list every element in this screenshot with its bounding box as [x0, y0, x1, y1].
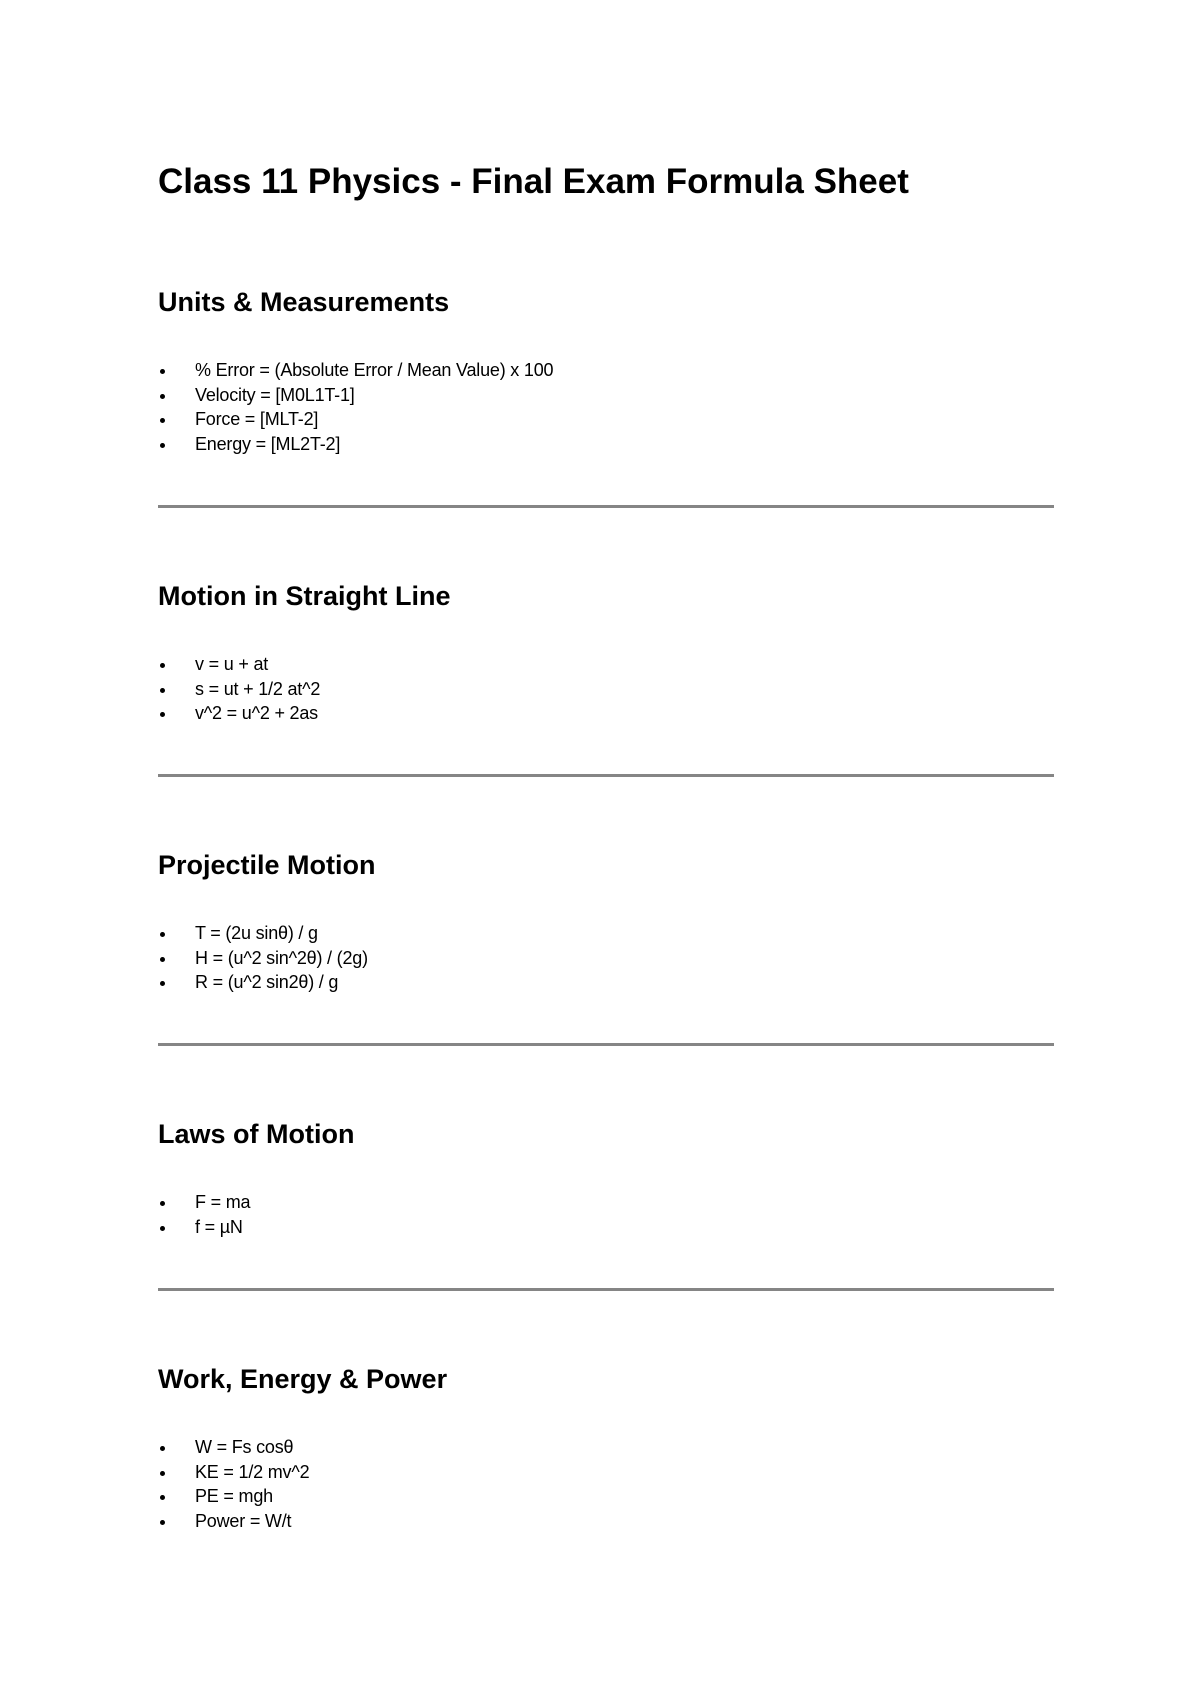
- formula-text: Power = W/t: [195, 1510, 292, 1531]
- page-title: Class 11 Physics - Final Exam Formula Sheet: [158, 162, 909, 201]
- bullet-icon: [160, 932, 165, 937]
- list-item: [158, 1460, 1054, 1485]
- bullet-icon: [160, 1520, 165, 1525]
- bullet-icon: [160, 1226, 165, 1231]
- formula-text: v = u + at: [195, 654, 269, 674]
- section-heading: Projectile Motion: [158, 850, 376, 880]
- formula-list: [158, 1435, 1054, 1533]
- list-item: [158, 1190, 1054, 1215]
- section-laws-of-motion: [158, 1116, 1054, 1239]
- formula-text: Velocity = [M0L1T-1]: [195, 384, 355, 405]
- list-item: [158, 677, 1054, 702]
- section-divider: [158, 774, 1054, 777]
- formula-list: [158, 1190, 1054, 1239]
- formula-list: [158, 652, 1054, 726]
- list-item: [158, 358, 1054, 383]
- list-item: [158, 701, 1054, 726]
- section-work-energy-power: [158, 1361, 1054, 1533]
- formula-text: Force = [MLT-2]: [195, 409, 319, 429]
- list-item: [158, 652, 1054, 677]
- bullet-icon: [160, 1446, 165, 1451]
- list-item: [158, 407, 1054, 432]
- formula-text: W = Fs cosθ: [195, 1437, 294, 1457]
- formula-text: H = (u^2 sin^2θ) / (2g): [195, 947, 368, 968]
- formula-text: v^2 = u^2 + 2as: [195, 703, 318, 723]
- formula-text: T = (2u sinθ) / g: [195, 923, 318, 943]
- bullet-icon: [160, 663, 165, 668]
- bullet-icon: [160, 443, 165, 448]
- bullet-icon: [160, 394, 165, 399]
- bullet-icon: [160, 981, 165, 986]
- list-item: [158, 432, 1054, 457]
- section-units-measurements: [158, 284, 1054, 456]
- bullet-icon: [160, 1201, 165, 1206]
- formula-list: [158, 921, 1054, 995]
- section-heading: Units & Measurements: [158, 287, 450, 317]
- formula-text: PE = mgh: [195, 1486, 273, 1506]
- bullet-icon: [160, 369, 165, 374]
- formula-text: s = ut + 1/2 at^2: [195, 678, 321, 699]
- section-heading: Work, Energy & Power: [158, 1364, 448, 1394]
- section-projectile-motion: [158, 847, 1054, 995]
- list-item: [158, 1215, 1054, 1240]
- bullet-icon: [160, 1495, 165, 1500]
- bullet-icon: [160, 957, 165, 962]
- section-heading: Motion in Straight Line: [158, 581, 451, 611]
- formula-text: % Error = (Absolute Error / Mean Value) x 100: [195, 360, 554, 380]
- bullet-icon: [160, 712, 165, 717]
- list-item: [158, 946, 1054, 971]
- list-item: [158, 1435, 1054, 1460]
- list-item: [158, 1484, 1054, 1509]
- bullet-icon: [160, 688, 165, 693]
- list-item: [158, 970, 1054, 995]
- list-item: [158, 383, 1054, 408]
- list-item: [158, 1509, 1054, 1534]
- formula-text: f = µN: [195, 1216, 243, 1237]
- section-heading: Laws of Motion: [158, 1119, 355, 1149]
- formula-text: KE = 1/2 mv^2: [195, 1461, 310, 1482]
- formula-text: R = (u^2 sin2θ) / g: [195, 972, 339, 992]
- section-motion-straight-line: [158, 578, 1054, 726]
- section-divider: [158, 505, 1054, 508]
- bullet-icon: [160, 418, 165, 423]
- formula-text: F = ma: [195, 1192, 251, 1212]
- section-divider: [158, 1288, 1054, 1291]
- list-item: [158, 921, 1054, 946]
- formula-text: Energy = [ML2T-2]: [195, 433, 341, 454]
- bullet-icon: [160, 1471, 165, 1476]
- section-divider: [158, 1043, 1054, 1046]
- formula-list: [158, 358, 1054, 456]
